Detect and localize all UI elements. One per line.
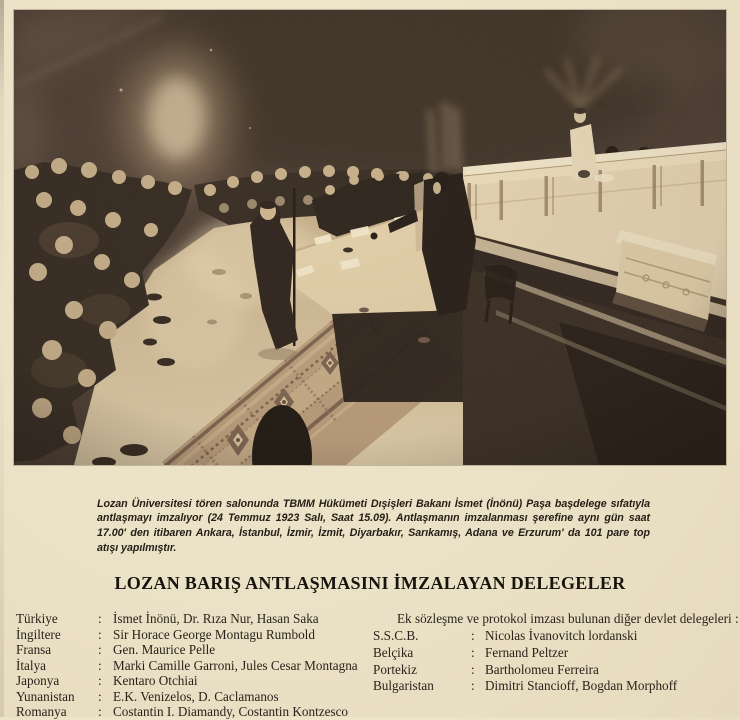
country-label: Japonya <box>16 673 60 689</box>
photo-vignette <box>14 10 726 465</box>
colon-separator: : <box>471 628 475 643</box>
delegate-row <box>16 627 368 643</box>
country-label: Türkiye <box>16 611 58 626</box>
photo-caption: Lozan Üniversitesi tören salonunda TBMM Hükümeti Dışişleri Bakanı İsmet (İnönü) Paşa başdelege sıfatıyla antlaşmayı imzalıyor (24 Temmuz 1923 Salı, Saat 15.09). Antlaşmanın imzalanması şerefine aynı gün saat 17.00' den itibaren Ankara, İstanbul, İzmir, İzmit, Diyarbakır, Sarıkamış, Adana ve Erzurum' da 101 pare top atışı yapılmıştır. <box>97 497 650 555</box>
colon-separator: : <box>98 626 102 642</box>
colon-separator: : <box>471 661 475 677</box>
colon-separator: : <box>98 611 102 626</box>
delegate-names: İsmet İnönü, Dr. Rıza Nur, Hasan Saka <box>113 611 319 626</box>
delegate-row <box>16 673 368 689</box>
additional-delegates-header: Ek sözleşme ve protokol imzası bulunan diğer devlet delegeleri : <box>397 611 739 626</box>
page-title: LOZAN BARIŞ ANTLAŞMASINI İMZALAYAN DELEGELER <box>114 573 626 594</box>
country-label: Belçika <box>373 644 414 660</box>
colon-separator: : <box>471 678 475 694</box>
delegate-names: Fernand Peltzer <box>485 644 569 660</box>
country-label: Bulgaristan <box>373 678 434 694</box>
delegate-names: Nicolas İvanovitch lordanski <box>485 628 638 643</box>
lausanne-photo-illustration <box>14 10 726 465</box>
delegate-row <box>373 678 737 695</box>
delegate-names: Dimitri Stancioff, Bogdan Morphoff <box>485 678 678 694</box>
country-label: Portekiz <box>373 661 417 677</box>
country-label: İtalya <box>16 657 47 673</box>
delegate-names: E.K. Venizelos, D. Caclamanos <box>113 688 279 704</box>
delegates-list-main <box>16 611 368 720</box>
colon-separator: : <box>98 642 102 658</box>
delegate-names: Marki Camille Garroni, Jules Cesar Montagna <box>113 657 358 673</box>
delegate-row <box>373 628 737 645</box>
delegate-names: Costantin I. Diamandy, Costantin Kontzesco <box>113 704 349 720</box>
delegate-row <box>16 642 368 658</box>
page-edge-shadow <box>0 0 4 717</box>
country-label: S.S.C.B. <box>373 628 419 643</box>
colon-separator: : <box>471 644 475 660</box>
delegate-row <box>16 689 368 705</box>
lausanne-signing-photo <box>14 10 726 465</box>
colon-separator: : <box>98 688 102 704</box>
delegate-names: Sir Horace George Montagu Rumbold <box>113 626 315 642</box>
country-label: Yunanistan <box>16 688 75 704</box>
country-label: Fransa <box>16 642 52 658</box>
colon-separator: : <box>98 657 102 673</box>
colon-separator: : <box>98 704 102 720</box>
delegate-names: Gen. Maurice Pelle <box>113 642 216 658</box>
delegate-row <box>16 658 368 674</box>
delegates-list-additional <box>373 610 737 695</box>
colon-separator: : <box>98 673 102 689</box>
delegate-row <box>373 645 737 662</box>
country-label: İngiltere <box>16 626 61 642</box>
country-label: Romanya <box>16 704 67 720</box>
delegate-row <box>16 611 368 627</box>
delegate-names: Kentaro Otchiai <box>113 673 198 689</box>
delegate-row <box>16 704 368 720</box>
delegate-row <box>373 662 737 679</box>
delegate-names: Bartholomeu Ferreira <box>485 661 599 677</box>
